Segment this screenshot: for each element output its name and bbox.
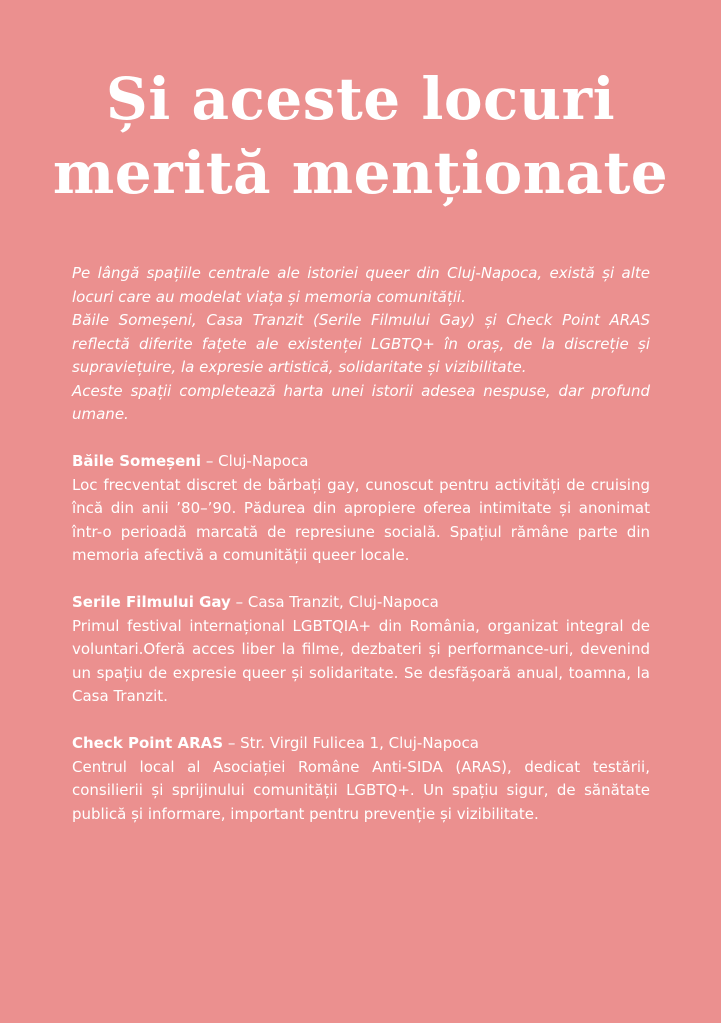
entry-heading: [72, 732, 650, 756]
entry-serile-filmului-gay: [72, 591, 650, 709]
entry-location: – Str. Virgil Fulicea 1, Cluj-Napoca: [223, 734, 479, 752]
intro-section: [72, 262, 650, 427]
entry-description: Primul festival internațional LGBTQIA+ din România, organizat integral de voluntari.Oferă acces liber la filme, dezbateri și performance-uri, devenind un spațiu de expresie queer și solidaritate. Se desfășoară anual, toamna, la Casa Tranzit.: [72, 616, 650, 705]
entry-heading: [72, 591, 650, 615]
entry-description: Centrul local al Asociației Române Anti-SIDA (ARAS), dedicat testării, consilierii și sprijinului comunității LGBTQ+. Un spațiu sigur, de sănătate publică și informare, important pentru prevenție și vizibilitate.: [72, 757, 650, 823]
page-title-line-2: merită menționate: [52, 139, 669, 207]
entry-description: Loc frecventat discret de bărbați gay, cunoscut pentru activități de cruising încă din anii ’80–’90. Pădurea din apropiere oferea intimitate și anonimat într-o perioadă marcată de represiune socială. Spațiul rămâne parte din memoria afectivă a comunității queer locale.: [72, 475, 650, 564]
entry-name: Check Point ARAS: [72, 734, 224, 752]
entry-name: Serile Filmului Gay: [72, 593, 231, 611]
page-title-line-1: Și aceste locuri: [105, 65, 616, 133]
entry-check-point-aras: [72, 732, 650, 826]
entry-name: Băile Someșeni: [72, 452, 202, 470]
intro-paragraph-1: Pe lângă spațiile centrale ale istoriei queer din Cluj-Napoca, există și alte locuri care au modelat viața și memoria comunității.: [72, 264, 650, 306]
page-title: [0, 62, 721, 210]
intro-paragraph-3: Aceste spații completează harta unei istorii adesea nespuse, dar profund umane.: [72, 381, 650, 423]
intro-paragraph-2: Băile Someșeni, Casa Tranzit (Serile Filmului Gay) și Check Point ARAS reflectă diferite fațete ale existenței LGBTQ+ în oraș, de la discreție și supraviețuire, la expresie artistică, solidaritate și vizibilitate.: [72, 311, 650, 376]
entry-location: – Cluj-Napoca: [201, 452, 309, 470]
entry-heading: [72, 450, 650, 474]
entry-baile-someseni: [72, 450, 650, 568]
entry-location: – Casa Tranzit, Cluj-Napoca: [230, 593, 439, 611]
body-text: [72, 262, 650, 826]
